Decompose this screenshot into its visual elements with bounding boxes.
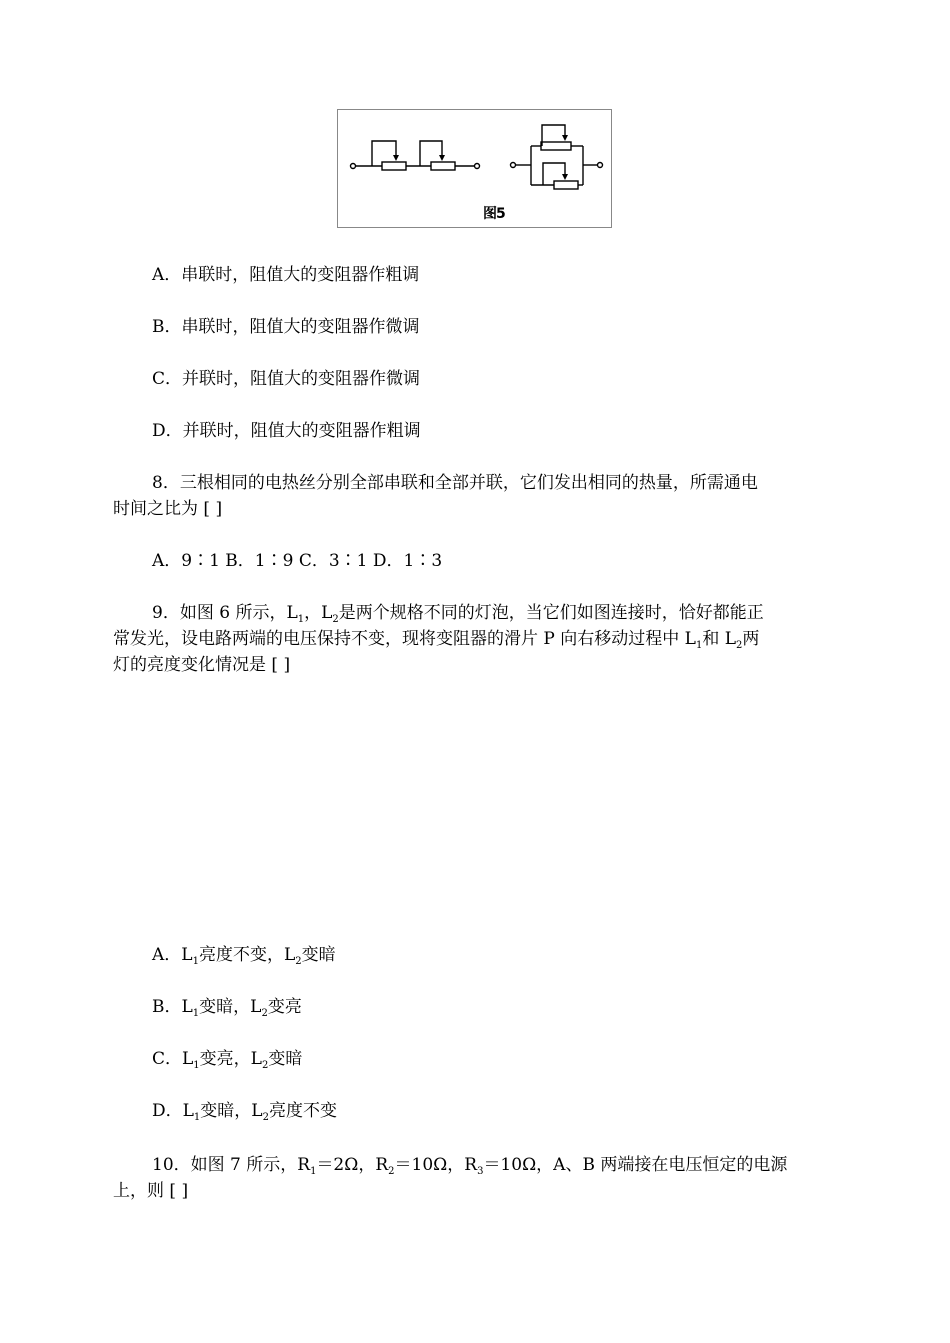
figure-5	[337, 109, 612, 228]
q9-option-d: D．$L_1$变暗，$L_2$亮度不变	[152, 1101, 337, 1123]
q9-option-a: A．$L_1$亮度不变，$L_2$变暗	[152, 945, 336, 967]
q9-option-b: B．$L_1$变暗，$L_2$变亮	[152, 997, 302, 1019]
q10-text-line1: 10．如图 7 所示，$R_1=2\Omega$，$R_2=10\Omega$，$R_3=10\Omega$，A、B 两端接在电压恒定的电源	[152, 1155, 788, 1177]
q9-text-line2: 常发光，设电路两端的电压保持不变，现将变阻器的滑片 P 向右移动过程中 $L_1$和 $L_2$两	[113, 629, 760, 651]
q7-option-c: C．并联时，阻值大的变阻器作微调	[152, 369, 421, 389]
q7-option-d: D．并联时，阻值大的变阻器作粗调	[152, 421, 421, 441]
figure-5-circuit	[338, 110, 613, 229]
q10-text-line2: 上，则 [ ]	[113, 1181, 189, 1201]
q8-options: A．9∶1 B．1∶9 C．3∶1 D．1∶3	[152, 551, 443, 571]
figure-5-caption: 图5	[483, 206, 505, 222]
q8-text-line2: 时间之比为 [ ]	[113, 499, 223, 519]
q9-text-line1: 9．如图 6 所示，$L_1$，$L_2$是两个规格不同的灯泡，当它们如图连接时，恰好都能正	[152, 603, 764, 625]
q7-option-a: A．串联时，阻值大的变阻器作粗调	[152, 265, 420, 285]
q8-text-line1: 8．三根相同的电热丝分别全部串联和全部并联，它们发出相同的热量，所需通电	[152, 473, 758, 493]
q9-text-line3: 灯的亮度变化情况是 [ ]	[113, 655, 291, 675]
q9-option-c: C．$L_1$变亮，$L_2$变暗	[152, 1049, 303, 1071]
q7-option-b: B．串联时，阻值大的变阻器作微调	[152, 317, 420, 337]
